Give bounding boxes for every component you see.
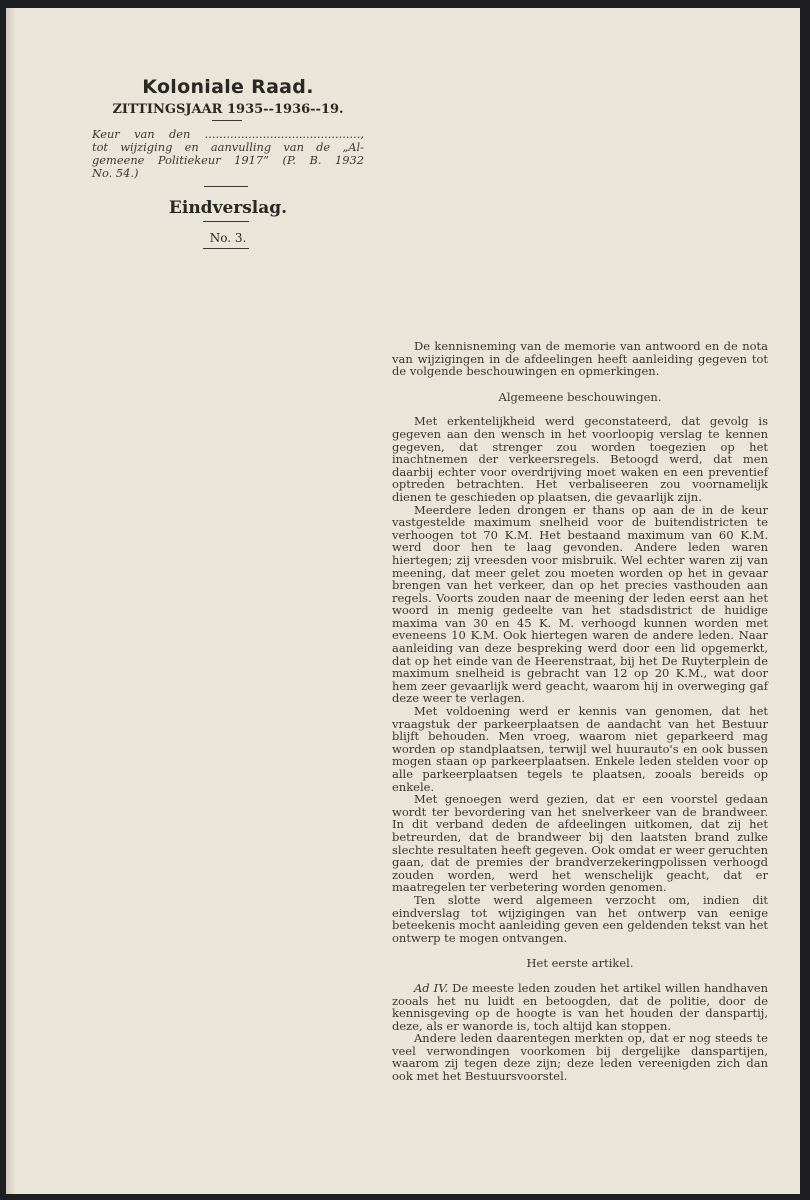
divider-rule [212,120,242,121]
divider-rule [203,248,249,249]
council-title: Koloniale Raad. [142,76,314,98]
divider-rule [204,186,248,187]
paragraph: Met erkentelijkheid werd geconstateerd, dat gevolg is gegeven aan den wensch in het voorloopig verslag te kennen gegeven, dat strenger zou worden toegezien op het inachtnemen der verkeersregels. Betoogd werd, dat men daarbij echter voor overdrijving moet waken en een preventief optreden betrachten. Het verbaliseeren zou voornamelijk dienen te geschieden op plaatsen, die gevaarlijk zijn. [392,414,768,504]
section-heading-general: Algemeene beschouwingen. [498,389,662,404]
section-heading-article: Het eerste artikel. [526,956,634,971]
divider-rule [203,221,249,222]
report-title: Eindverslag. [168,198,288,218]
paragraph: Met genoegen werd gezien, dat er een voorstel gedaan wordt ter bevordering van het snelverkeer van de brandweer. In dit verband deden de afdeelingen uitkomen, dat zij het betreurden, dat de brandweer bij den laatsten brand zulke slechte resultaten heeft gegeven. Ook omdat er weer geruchten gaan, dat de premies der brandverzekeringpolissen verhoogd zouden worden, werd het wenschelijk geacht, dat er maatregelen ter verbetering worden genomen. [392,792,768,895]
report-body [392,340,768,1083]
article-label: Ad IV. [414,980,449,995]
ordinance-line: Keur van den ..........................................., [92,127,364,141]
ordinance-description [92,128,364,180]
paragraph: Meerdere leden drongen er thans op aan de in de keur vastgestelde maximum snelheid voor de buitendistricten te verhoogen tot 70 K.M. Het bestaand maximum van 60 K.M. werd door hen te laag gevonden. Andere leden waren hiertegen; zij vreesden voor misbruik. Wel echter waren zij van meening, dat meer gelet zou moeten worden op het in gevaar brengen van het verkeer, dan op het precies vasthouden aan regels. Voorts zouden naar de meening der leden eerst aan het woord in menig gedeelte van het stadsdistrict de huidige maxima van 30 en 45 K. M. verhoogd kunnen worden met eveneens 10 K.M. Ook hiertegen waren de andere leden. Naar aanleiding van deze bespreking werd door een lid opgemerkt, dat op het einde van de Heerenstraat, bij het De Ruyterplein de maximum snelheid is gebracht van 12 op 20 K.M., wat door hem zeer gevaarlijk werd geacht, waarom hij in overweging gaf deze weer te verlagen. [392,502,768,706]
ordinance-line: gemeene Politiekeur 1917” (P. B. 1932 [92,153,364,167]
ordinance-line: No. 54.) [92,166,139,180]
article-text: De meeste leden zouden het artikel willen handhaven zooals het nu luidt en betoogden, dat de politie, door de kennisgeving op de hoogte is van het houden der danspartij, deze, als er wanorde is, toch altijd kan stoppen. [392,980,768,1033]
document-page [6,8,800,1194]
paragraph: Met voldoening werd er kennis van genomen, dat het vraagstuk der parkeerplaatsen de aandacht van het Bestuur blijft behouden. Men vroeg, waarom niet geparkeerd mag worden op standplaatsen, terwijl wel huurauto's en ook bussen mogen staan op parkeerplaatsen. Enkele leden stelden voor op alle parkeerplaatsen tegels te plaatsen, zooals bereids op enkele. [392,704,768,794]
session-years: ZITTINGSJAAR 1935--1936--19. [112,102,344,117]
paragraph: Ten slotte werd algemeen verzocht om, indien dit eindverslag tot wijzigingen van het ontwerp van eenige beteekenis mocht aanleiding geven een geldenden tekst van het ontwerp te mogen ontvangen. [392,892,768,945]
intro-paragraph: De kennisneming van de memorie van antwoord en de nota van wijzigingen in de afdeelingen heeft aanleiding gegeven tot de volgende beschouwingen en opmerkingen. [392,339,768,379]
article-paragraph [392,982,768,1032]
paragraph: Andere leden daarentegen merkten op, dat er nog steeds te veel verwondingen voorkomen bij dergelijke danspartijen, waarom zij tegen deze zijn; deze leden vereenigden zich dan ook met het Bestuursvoorstel. [392,1031,768,1084]
page-fold-shadow [6,8,16,1194]
report-number: No. 3. [209,231,247,245]
ordinance-line: tot wijziging en aanvulling van de „Al- [92,140,364,154]
